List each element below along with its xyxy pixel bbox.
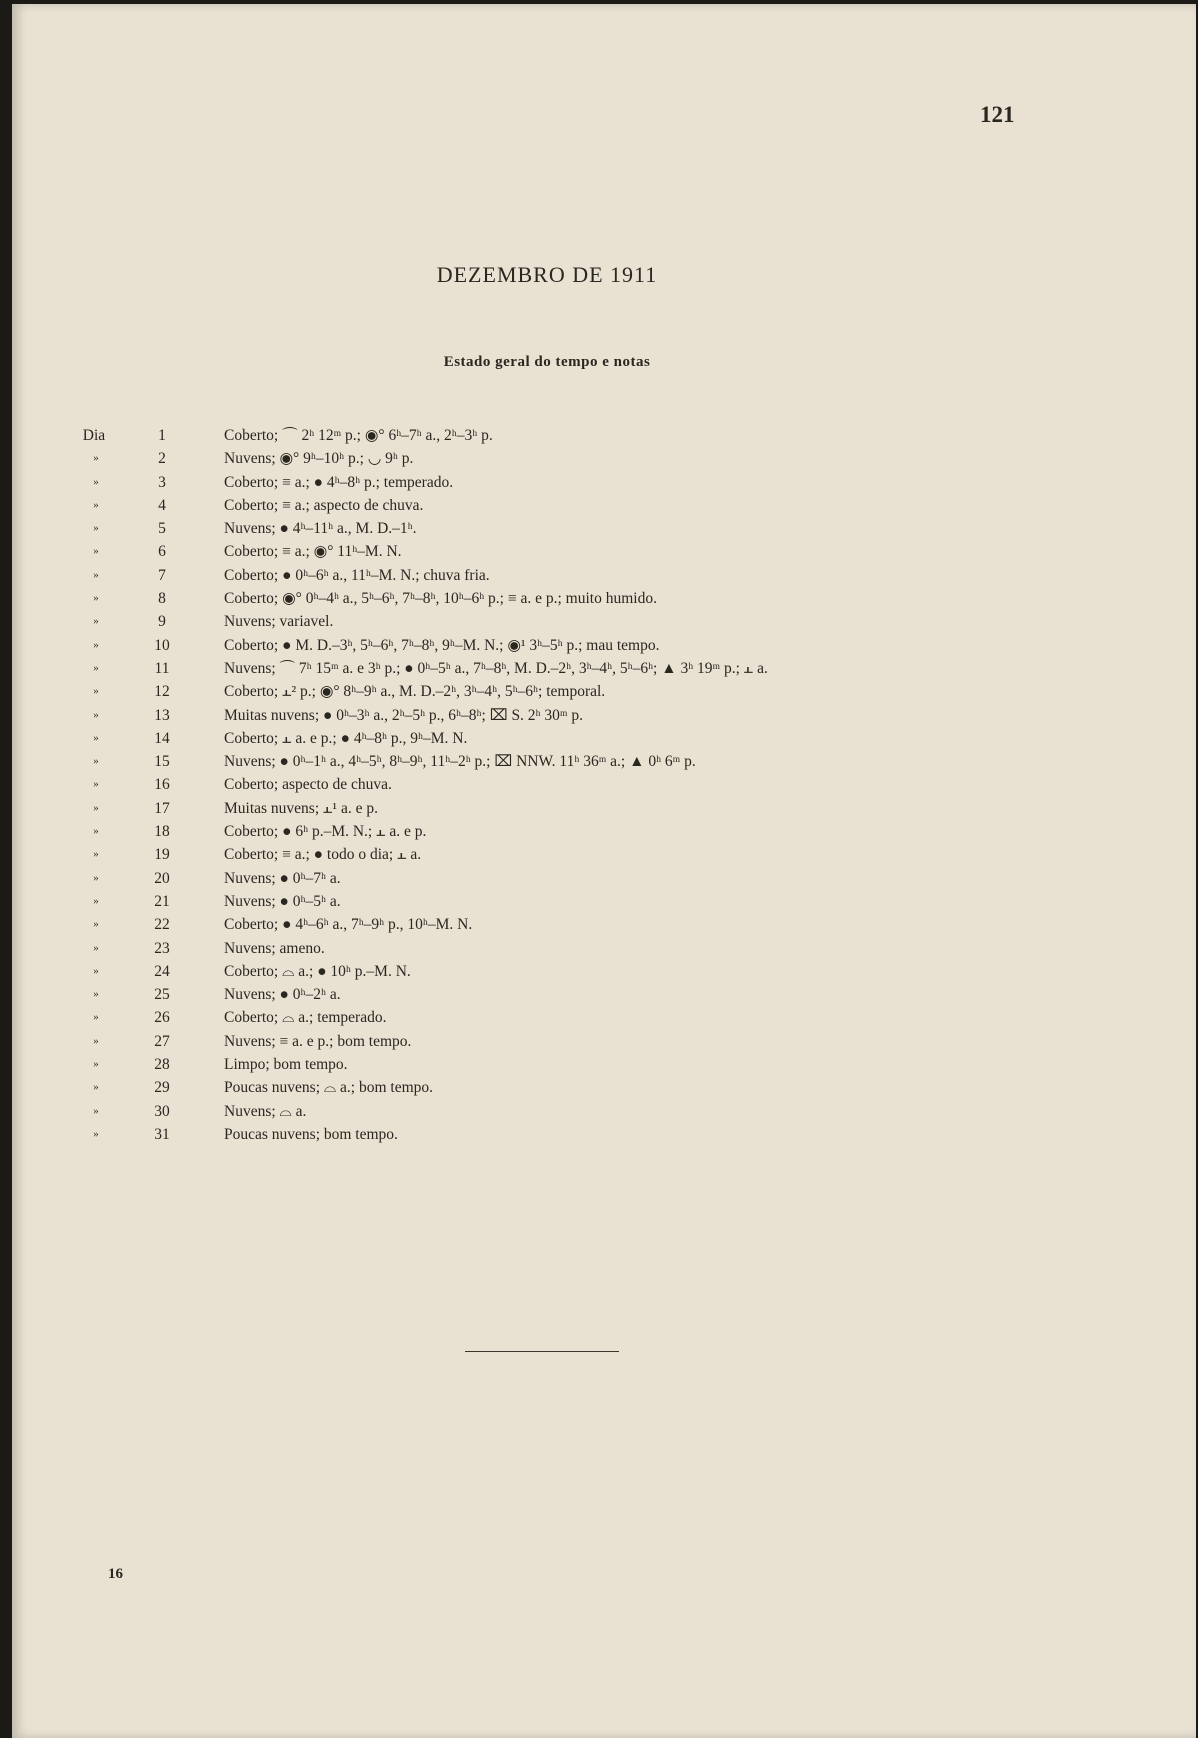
list-item — [12, 913, 1196, 936]
ditto-mark: » — [93, 894, 99, 907]
day-number: 1 — [158, 427, 166, 444]
weather-note: Coberto; ⌓ a.; ● 10ʰ p.–M. N. — [224, 962, 411, 980]
day-number: 29 — [154, 1079, 170, 1097]
ditto-mark: » — [93, 638, 99, 651]
list-item — [12, 843, 1196, 866]
list-item — [12, 1030, 1196, 1053]
weather-note: Coberto; ● 6ʰ p.–M. N.; ⫠ a. e p. — [224, 823, 427, 841]
weather-note: Coberto; ⫠² p.; ◉° 8ʰ–9ʰ a., M. D.–2ʰ, 3ʰ–4ʰ, 5ʰ–6ʰ; temporal. — [224, 683, 606, 701]
weather-note: Coberto; ≡ a.; aspecto de chuva. — [224, 496, 424, 514]
day-number: 26 — [154, 1009, 170, 1027]
daily-notes-list — [12, 424, 1196, 1146]
day-number: 12 — [154, 683, 170, 701]
day-number: 6 — [158, 543, 166, 561]
day-number: 13 — [154, 706, 170, 724]
weather-note: Nuvens; ● 4ʰ–11ʰ a., M. D.–1ʰ. — [224, 520, 417, 538]
list-item — [12, 750, 1196, 773]
ditto-mark: » — [93, 475, 99, 488]
day-number: 14 — [154, 729, 170, 747]
weather-note: Nuvens; ameno. — [224, 939, 325, 957]
list-item — [12, 960, 1196, 983]
ditto-mark: » — [93, 1081, 99, 1094]
weather-note: Coberto; ≡ a.; ● 4ʰ–8ʰ p.; temperado. — [224, 473, 454, 491]
page-title: DEZEMBRO DE 1911 — [436, 262, 658, 287]
day-number: 28 — [154, 1056, 170, 1074]
weather-note: Nuvens; ≡ a. e p.; bom tempo. — [224, 1032, 412, 1050]
weather-note: Muitas nuvens; ● 0ʰ–3ʰ a., 2ʰ–5ʰ p., 6ʰ–8ʰ; ⌧ S. 2ʰ 30ᵐ p. — [224, 706, 583, 724]
weather-note: Poucas nuvens; ⌓ a.; bom tempo. — [224, 1079, 434, 1097]
ditto-mark: » — [93, 755, 99, 768]
day-number: 21 — [154, 892, 170, 910]
weather-note: Muitas nuvens; ⫠¹ a. e p. — [224, 799, 378, 817]
list-item — [12, 820, 1196, 843]
list-item — [12, 680, 1196, 703]
ditto-mark: » — [93, 545, 99, 558]
day-column-label: Dia — [82, 427, 106, 444]
day-number: 20 — [154, 869, 170, 887]
ditto-mark: » — [93, 988, 99, 1001]
ditto-mark: » — [93, 1127, 99, 1140]
weather-note: Nuvens; ⌒ 7ʰ 15ᵐ a. e 3ʰ p.; ● 0ʰ–5ʰ a., 7ʰ–8ʰ, M. D.–2ʰ, 3ʰ–4ʰ, 5ʰ–6ʰ; ▲ 3ʰ 19ᵐ p.; ⫠ a. — [224, 659, 768, 677]
day-number: 4 — [158, 496, 166, 514]
weather-note: Coberto; ● 0ʰ–6ʰ a., 11ʰ–M. N.; chuva fria. — [224, 566, 490, 584]
day-number: 19 — [154, 846, 170, 864]
day-number: 18 — [154, 823, 170, 841]
day-number: 8 — [158, 590, 166, 608]
weather-note: Nuvens; ● 0ʰ–7ʰ a. — [224, 869, 341, 887]
list-item — [12, 1100, 1196, 1123]
list-item — [12, 471, 1196, 494]
ditto-mark: » — [93, 522, 99, 535]
ditto-mark: » — [93, 964, 99, 977]
list-item — [12, 540, 1196, 563]
ditto-mark: » — [93, 685, 99, 698]
list-item — [12, 610, 1196, 633]
day-number: 31 — [154, 1125, 170, 1143]
day-number: 11 — [154, 659, 170, 677]
day-number: 7 — [158, 566, 166, 584]
list-item — [12, 1006, 1196, 1029]
day-number: 10 — [154, 636, 170, 654]
day-number: 2 — [158, 450, 166, 468]
ditto-mark: » — [93, 731, 99, 744]
list-item — [12, 587, 1196, 610]
list-item — [12, 1053, 1196, 1076]
day-number: 25 — [154, 986, 170, 1004]
ditto-mark: » — [93, 918, 99, 931]
day-number: 22 — [154, 916, 170, 934]
ditto-mark: » — [93, 871, 99, 884]
list-item — [12, 634, 1196, 657]
weather-note: Coberto; ⫠ a. e p.; ● 4ʰ–8ʰ p., 9ʰ–M. N. — [224, 729, 468, 747]
weather-note: Nuvens; ● 0ʰ–1ʰ a., 4ʰ–5ʰ, 8ʰ–9ʰ, 11ʰ–2ʰ p.; ⌧ NNW. 11ʰ 36ᵐ a.; ▲ 0ʰ 6ᵐ p. — [224, 753, 696, 771]
list-item — [12, 797, 1196, 820]
list-item — [12, 494, 1196, 517]
list-item — [12, 657, 1196, 680]
weather-note: Nuvens; variavel. — [224, 613, 334, 631]
list-item — [12, 704, 1196, 727]
list-item — [12, 1076, 1196, 1099]
day-number: 17 — [154, 799, 170, 817]
ditto-mark: » — [93, 825, 99, 838]
ditto-mark: » — [93, 1058, 99, 1071]
ditto-mark: » — [93, 592, 99, 605]
weather-note: Nuvens; ◉° 9ʰ–10ʰ p.; ◡ 9ʰ p. — [224, 450, 414, 468]
weather-note: Nuvens; ● 0ʰ–5ʰ a. — [224, 892, 341, 910]
day-number: 3 — [158, 473, 166, 491]
weather-note: Coberto; ⌓ a.; temperado. — [224, 1009, 387, 1027]
ditto-mark: » — [93, 848, 99, 861]
day-number: 23 — [154, 939, 170, 957]
day-number: 30 — [154, 1102, 170, 1120]
list-item — [12, 424, 1196, 447]
list-item — [12, 937, 1196, 960]
list-item — [12, 517, 1196, 540]
weather-note: Coberto; ● 4ʰ–6ʰ a., 7ʰ–9ʰ p., 10ʰ–M. N. — [224, 916, 473, 934]
list-item — [12, 727, 1196, 750]
closing-rule — [465, 1351, 619, 1352]
weather-note: Coberto; ⌒ 2ʰ 12ᵐ p.; ◉° 6ʰ–7ʰ a., 2ʰ–3ʰ p. — [224, 427, 493, 444]
ditto-mark: » — [93, 1034, 99, 1047]
day-number: 16 — [154, 776, 170, 794]
page-number: 121 — [980, 102, 1015, 127]
weather-note: Coberto; ● M. D.–3ʰ, 5ʰ–6ʰ, 7ʰ–8ʰ, 9ʰ–M. N.; ◉¹ 3ʰ–5ʰ p.; mau tempo. — [224, 636, 660, 654]
weather-note: Coberto; aspecto de chuva. — [224, 776, 392, 794]
ditto-mark: » — [93, 568, 99, 581]
ditto-mark: » — [93, 801, 99, 814]
day-number: 9 — [158, 613, 166, 631]
list-item — [12, 890, 1196, 913]
signature-mark: 16 — [108, 1566, 123, 1582]
weather-note: Nuvens; ⌓ a. — [224, 1102, 307, 1120]
day-number: 15 — [154, 753, 170, 771]
ditto-mark: » — [93, 1104, 99, 1117]
ditto-mark: » — [93, 941, 99, 954]
ditto-mark: » — [93, 498, 99, 511]
list-item — [12, 1123, 1196, 1146]
weather-note: Limpo; bom tempo. — [224, 1056, 348, 1074]
ditto-mark: » — [93, 1011, 99, 1024]
list-item — [12, 867, 1196, 890]
weather-note: Poucas nuvens; bom tempo. — [224, 1125, 398, 1143]
ditto-mark: » — [93, 452, 99, 465]
ditto-mark: » — [93, 778, 99, 791]
list-item — [12, 983, 1196, 1006]
section-subtitle: Estado geral do tempo e notas — [443, 354, 651, 370]
list-item — [12, 564, 1196, 587]
day-number: 27 — [154, 1032, 170, 1050]
list-item — [12, 773, 1196, 796]
weather-note: Coberto; ≡ a.; ● todo o dia; ⫠ a. — [224, 846, 422, 864]
weather-note: Coberto; ≡ a.; ◉° 11ʰ–M. N. — [224, 543, 402, 561]
ditto-mark: » — [93, 661, 99, 674]
weather-note: Coberto; ◉° 0ʰ–4ʰ a., 5ʰ–6ʰ, 7ʰ–8ʰ, 10ʰ–6ʰ p.; ≡ a. e p.; muito humido. — [224, 590, 657, 608]
document-page — [12, 4, 1196, 1738]
day-number: 5 — [158, 520, 166, 538]
weather-note: Nuvens; ● 0ʰ–2ʰ a. — [224, 986, 341, 1004]
list-item — [12, 447, 1196, 470]
day-number: 24 — [154, 962, 170, 980]
ditto-mark: » — [93, 615, 99, 628]
ditto-mark: » — [93, 708, 99, 721]
